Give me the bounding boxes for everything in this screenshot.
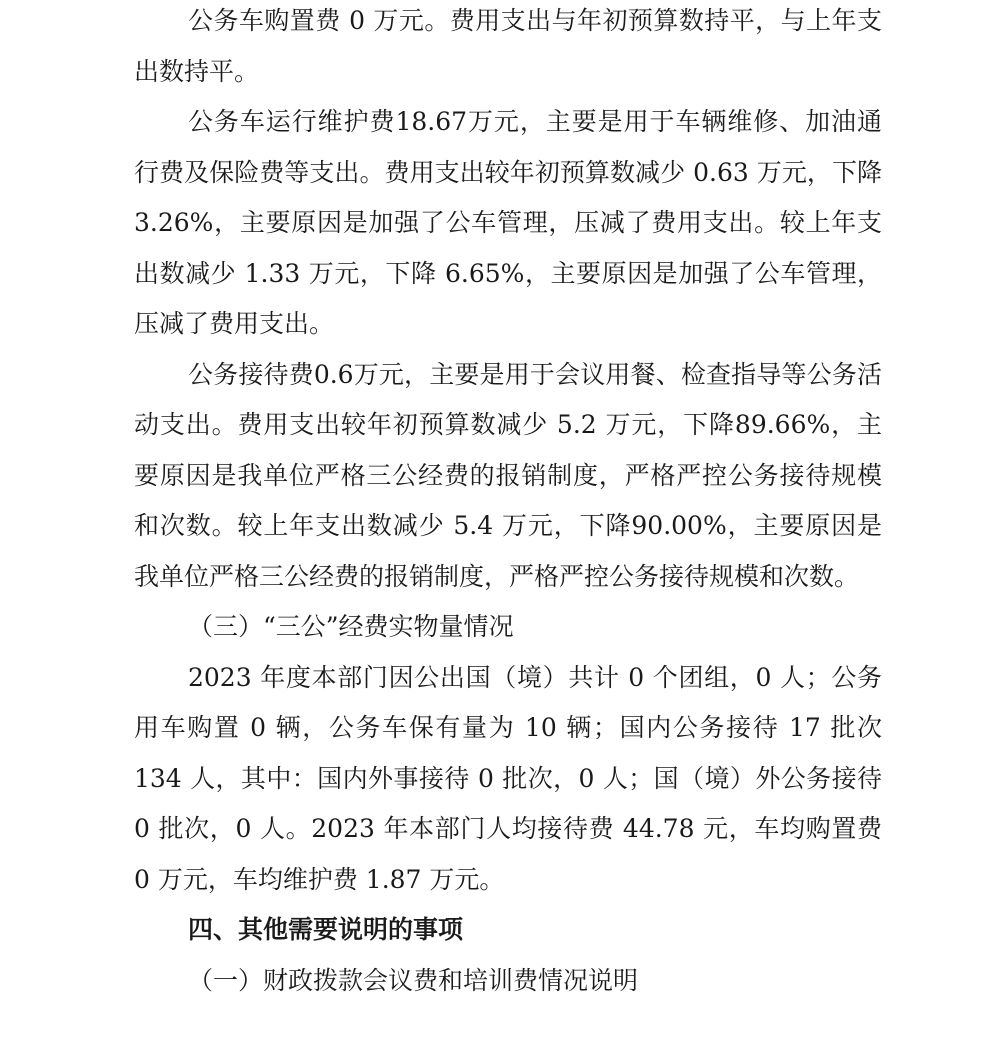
section-heading-other-matters: 四、其他需要说明的事项 [188,915,464,944]
subsection-heading-meeting-training: （一）财政拨款会议费和培训费情况说明 [188,965,639,995]
section-heading-physical-quantity: （三）“三公”经费实物量情况 [188,612,514,641]
paragraph-vehicle-maintenance: 公务车运行维护费18.67万元，主要是用于车辆维修、加油通行费及保险费等支出。费用支出较年初预算数减少 0.63 万元，下降 3.26%，主要原因是加强了公车管理，压减了费用支出。较上年支出数减少 1.33 万元，下降 6.65%，主要原因是加强了公车管理，压减了费用支出。 [134,107,882,338]
document-page [134,0,882,1006]
paragraph-vehicle-purchase: 公务车购置费 0 万元。费用支出与年初预算数持平，与上年支出数持平。 [134,6,882,86]
paragraph-official-reception: 公务接待费0.6万元，主要是用于会议用餐、检查指导等公务活动支出。费用支出较年初预算数减少 5.2 万元，下降89.66%，主要原因是我单位严格三公经费的报销制度，严格严控公务接待规模和次数。较上年支出数减少 5.4 万元，下降90.00%，主要原因是我单位严格三公经费的报销制度，严格严控公务接待规模和次数。 [134,359,882,591]
paragraph-physical-quantity: 2023 年度本部门因公出国（境）共计 0 个团组，0 人；公务用车购置 0 辆，公务车保有量为 10 辆；国内公务接待 17 批次 134 人，其中：国内外事接待 0 批次，0 人；国（境）外公务接待 0 批次，0 人。2023 年本部门人均接待费 44.78 元，车均购置费 0 万元，车均维护费 1.87 万元。 [134,662,882,894]
